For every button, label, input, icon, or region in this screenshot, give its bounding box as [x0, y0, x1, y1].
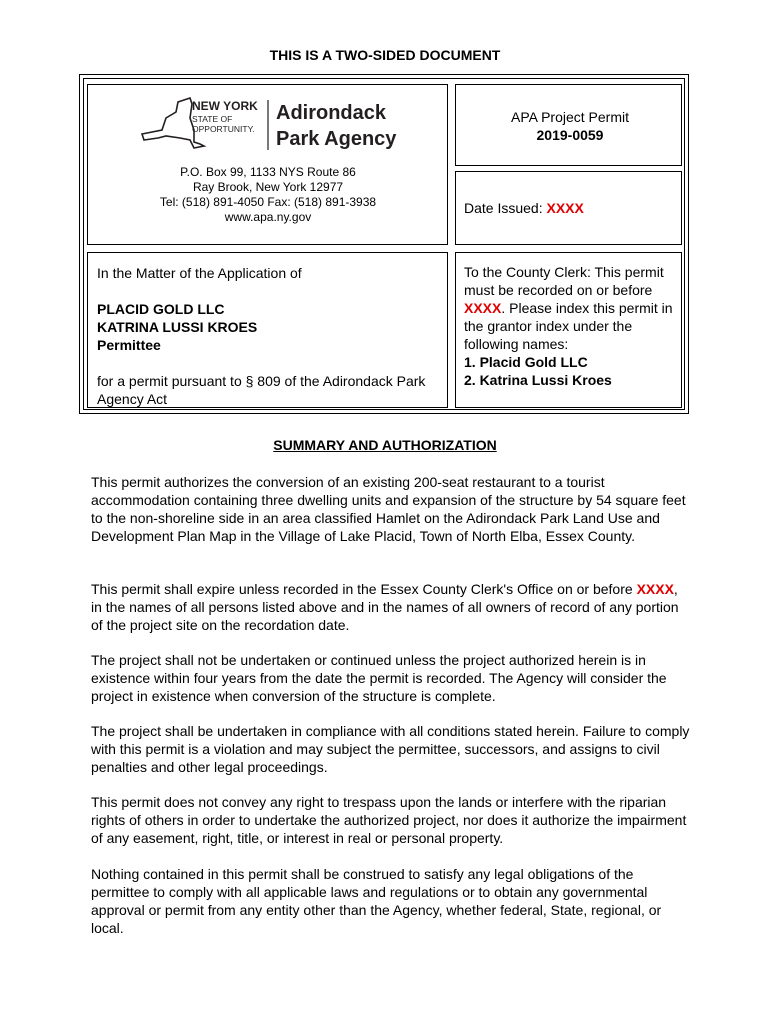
ny-line-3: OPPORTUNITY. [192, 124, 255, 134]
two-sided-notice: THIS IS A TWO-SIDED DOCUMENT [269, 47, 501, 63]
summary-title: SUMMARY AND AUTHORIZATION [273, 437, 497, 453]
agency-line-1: Adirondack [276, 102, 387, 124]
summary-paragraph-4: The project shall be undertaken in compliance with all conditions stated herein. Failure to comply with this permit is a violation and may subject the permittee, successors, and assigns to civil penalties and other legal proceedings. [91, 723, 690, 775]
date-issued [464, 200, 584, 216]
summary-paragraph-6: Nothing contained in this permit shall be construed to satisfy any legal obligations of the permittee to comply with all applicable laws and regulations or to obtain any governmental approval or permit from any entity other than the Agency, whether federal, State, regional, or local. [91, 866, 662, 936]
permit-heading [457, 108, 683, 144]
p2-expiry-date: XXXX [636, 581, 674, 597]
permit-number: 2019-0059 [536, 127, 604, 143]
grantor-name-2: 2. Katrina Lussi Kroes [464, 372, 612, 388]
summary-paragraph-1: This permit authorizes the conversion of an existing 200-seat restaurant to a tourist accommodation containing three dwelling units and expansion of the structure by 54 square feet to the non-shoreline side in an area classified Hamlet on the Adirondack Park Land Use and Development Plan Map in the Village of Lake Placid, Town of North Elba, Essex County. [91, 474, 686, 544]
permittee-label: Permittee [97, 337, 161, 353]
grantor-name-1: 1. Placid Gold LLC [464, 354, 588, 370]
date-issued-value: XXXX [546, 200, 584, 216]
address-website: www.apa.ny.gov [224, 210, 312, 224]
clerk-record-date: XXXX [464, 300, 502, 316]
matter-purpose: for a permit pursuant to § 809 of the Adirondack Park Agency Act [97, 373, 426, 407]
clerk-text-before: To the County Clerk: This permit must be recorded on or before [464, 264, 664, 298]
p2-text-before: This permit shall expire unless recorded in the Essex County Clerk's Office on or before [91, 581, 633, 597]
p2-text-after: , in the names of all persons listed above and in the names of all owners of record of any portion of the project site on the recordation date. [91, 581, 679, 633]
applicant-2: KATRINA LUSSI KROES [97, 319, 258, 335]
matter-intro: In the Matter of the Application of [97, 265, 302, 281]
address-line-3: Tel: (518) 891-4050 Fax: (518) 891-3938 [159, 195, 377, 209]
ny-line-1: NEW YORK [192, 99, 258, 113]
clerk-text-after: . Please index this permit in the grantor index under the following names: [464, 300, 673, 352]
summary-paragraph-5: This permit does not convey any right to trespass upon the lands or interfere with the riparian rights of others in order to undertake the authorized project, nor does it authorize the impairment of any easement, right, title, or interest in real or personal property. [91, 794, 687, 846]
summary-paragraph-2 [91, 580, 691, 634]
applicant-1: PLACID GOLD LLC [97, 301, 225, 317]
application-matter [97, 264, 442, 408]
address-line-2: Ray Brook, New York 12977 [192, 180, 344, 194]
permit-label: APA Project Permit [510, 109, 629, 125]
agency-logo [140, 96, 410, 154]
ny-state-map-icon [140, 96, 410, 154]
summary-paragraph-3: The project shall not be undertaken or continued unless the project authorized herein is in existence within four years from the date the permit is recorded. The Agency will consider the project in existence when conversion of the structure is complete. [91, 652, 667, 704]
date-issued-label: Date Issued: [464, 200, 543, 216]
address-line-1: P.O. Box 99, 1133 NYS Route 86 [180, 165, 356, 179]
ny-line-2: STATE OF [192, 114, 233, 124]
agency-line-2: Park Agency [276, 128, 397, 150]
agency-address [90, 165, 446, 225]
clerk-instructions [464, 263, 679, 389]
